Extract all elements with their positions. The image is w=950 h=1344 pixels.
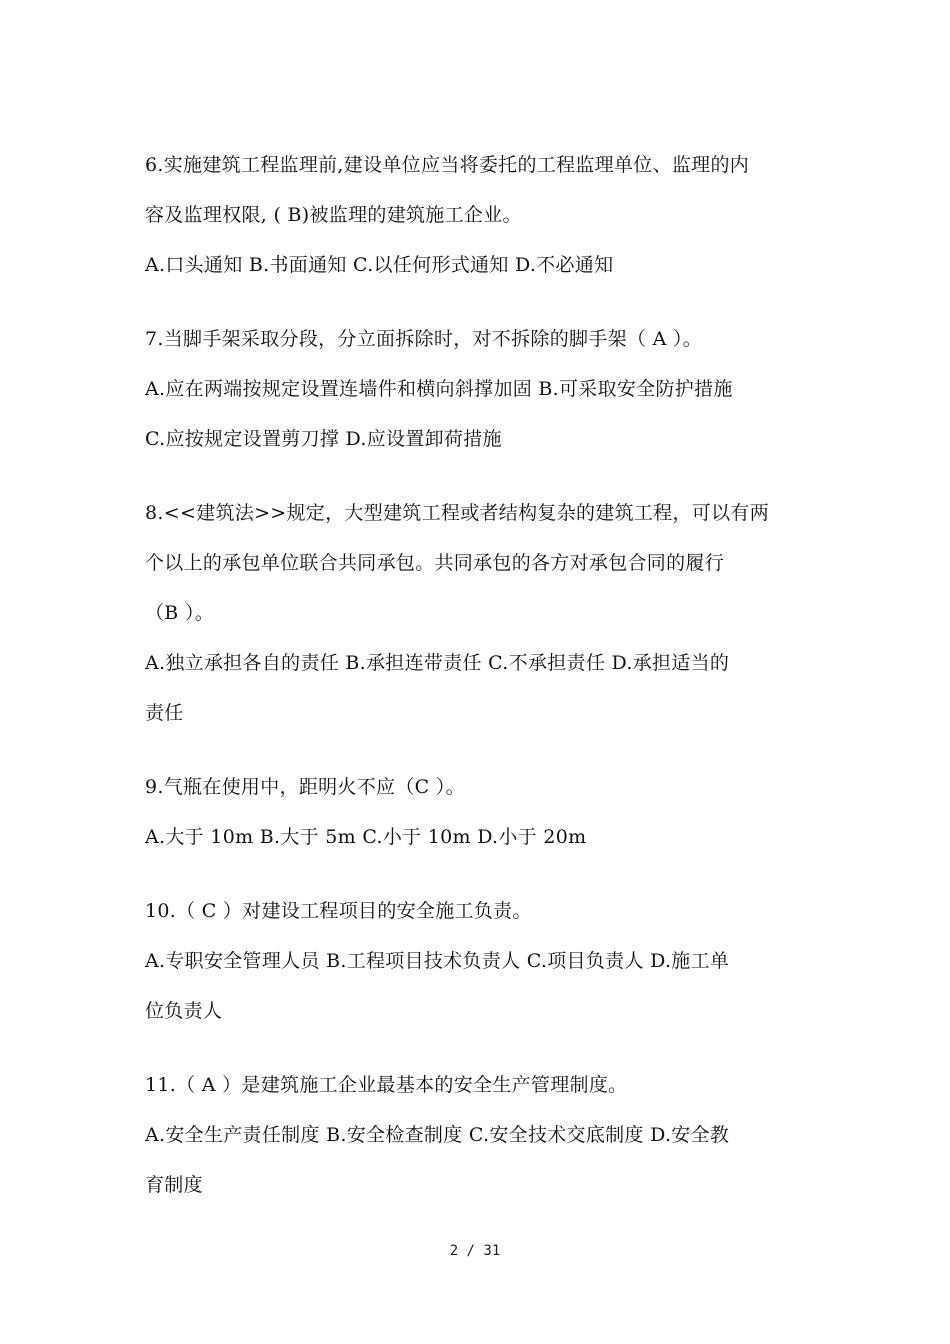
question-text-line: （B ）。 bbox=[145, 602, 215, 624]
question-6 bbox=[145, 140, 815, 290]
options-line: 育制度 bbox=[145, 1174, 203, 1196]
page-number: 2 / 31 bbox=[449, 1243, 501, 1259]
options-line: A.应在两端按规定设置连墙件和横向斜撑加固 B.可采取安全防护措施 bbox=[145, 378, 733, 400]
question-7 bbox=[145, 314, 815, 464]
options-line: A.大于 10m B.大于 5m C.小于 10m D.小于 20m bbox=[145, 826, 587, 848]
question-10 bbox=[145, 886, 815, 1036]
question-8 bbox=[145, 488, 815, 738]
question-text-line: 9.气瓶在使用中，距明火不应（C ）。 bbox=[145, 776, 465, 798]
options-line: 位负责人 bbox=[145, 1000, 223, 1022]
question-9 bbox=[145, 762, 815, 862]
options-line: 责任 bbox=[145, 702, 184, 724]
options-line: A.安全生产责任制度 B.安全检查制度 C.安全技术交底制度 D.安全教 bbox=[145, 1124, 730, 1146]
question-11 bbox=[145, 1060, 815, 1210]
question-text-line: 个以上的承包单位联合共同承包。共同承包的各方对承包合同的履行 bbox=[145, 552, 725, 574]
question-list bbox=[145, 140, 815, 1234]
question-text-line: 11.（ A ）是建筑施工企业最基本的安全生产管理制度。 bbox=[145, 1074, 628, 1096]
options-line: C.应按规定设置剪刀撑 D.应设置卸荷措施 bbox=[145, 428, 502, 450]
options-line: A.口头通知 B.书面通知 C.以任何形式通知 D.不必通知 bbox=[145, 254, 614, 276]
question-text-line: 7.当脚手架采取分段，分立面拆除时，对不拆除的脚手架（ A ）。 bbox=[145, 328, 703, 350]
question-text-line: 6.实施建筑工程监理前,建设单位应当将委托的工程监理单位、监理的内 bbox=[145, 154, 750, 176]
question-text-line: 8.<<建筑法>>规定，大型建筑工程或者结构复杂的建筑工程，可以有两 bbox=[145, 502, 770, 524]
question-text-line: 容及监理权限, ( B)被监理的建筑施工企业。 bbox=[145, 204, 522, 226]
options-line: A.专职安全管理人员 B.工程项目技术负责人 C.项目负责人 D.施工单 bbox=[145, 950, 730, 972]
question-text-line: 10.（ C ）对建设工程项目的安全施工负责。 bbox=[145, 900, 532, 922]
options-line: A.独立承担各自的责任 B.承担连带责任 C.不承担责任 D.承担适当的 bbox=[145, 652, 730, 674]
